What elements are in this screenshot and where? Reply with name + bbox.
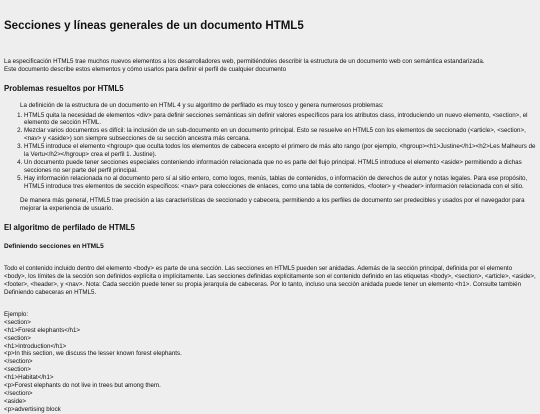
code-line: <section>: [4, 366, 31, 374]
code-line: <p>advertising block: [4, 406, 61, 414]
intro-line: Este documento describe estos elementos y cómo usarlos para definir el perfil de cualquier documento: [4, 65, 287, 73]
problems-list: [4, 112, 536, 191]
code-line: <section>: [4, 318, 31, 326]
problems-heading: Problemas resueltos por HTML5: [4, 83, 124, 93]
list-item: 4. Un documento puede tener secciones especiales conteniendo información relacionada que no es parte del flujo principal. HTML5 introduce el elemento <aside> permitiendo a dichas secciones no ser parte del perfil principal.: [24, 159, 536, 175]
list-item: 3. HTML5 introduce el elemento <hgroup> que oculta todos los elementos de cabecera excepto el primero de más alto rango (por ejemplo, <hgroup><h1>Justine</h1><h2>Les Malheurs de la Vertu</h2></hgroup> crea el perfil 1. Justine).: [24, 143, 536, 159]
problems-intro: La definición de la estructura de un documento en HTML 4 y su algoritmo de perfilado es muy tosco y genera numerosos problemas:: [20, 101, 384, 109]
code-line: </section>: [4, 358, 33, 366]
page-title: Secciones y líneas generales de un documento HTML5: [4, 20, 304, 32]
code-line: <h1>Forest elephants</h1>: [4, 326, 81, 334]
code-line: <aside>: [4, 398, 27, 406]
algorithm-heading: El algoritmo de perfilado de HTML5: [4, 222, 135, 232]
code-line: <h1>Introduction</h1>: [4, 342, 67, 350]
intro-line: La especificación HTML5 trae muchos nuevos elementos a los desarrolladores web, permitiéndoles describir la estructura de un documento web con semántica estandarizada.: [4, 57, 485, 65]
code-line: <section>: [4, 334, 31, 342]
code-line: <p>In this section, we discuss the lesser known forest elephants.: [4, 350, 182, 358]
problems-outro: De manera más general, HTML5 trae precisión a las características de seccionado y cabecera, permitiendo a los perfiles de documento ser predecibles y usados por el navegador para mejorar la experiencia de usuario.: [20, 196, 525, 212]
list-item: 5. Hay información relacionada no al documento pero sí al sitio entero, como logos, menús, tablas de contenidos, o información de derechos de autor y notas legales. Para ese propósito, HTML5 introduce tres elementos de sección específicos: <nav> para colecciones de enlaces, como una tabla de contenidos, <footer> y <header> información relacionada con el sitio.: [24, 175, 536, 191]
list-item: 2. Mezclar varios documentos es difícil: la inclusión de un sub-documento en un documento principal. Esto se resuelve en HTML5 con los elementos de seccionado (<article>, <section>, <nav> y <aside>) son siempre subsecciones de su sección ancestra más cercana.: [24, 127, 536, 143]
list-item: 1. HTML5 quita la necesidad de elementos <div> para definir secciones semánticas sin definir valores específicos para los atributos class, introduciendo un nuevo elemento, <section>, el elemento de sección HTML.: [24, 112, 536, 128]
code-line: <h1>Habitat</h1>: [4, 374, 54, 382]
code-line: </section>: [4, 390, 33, 398]
code-line: <p>Forest elephants do not live in trees but among them.: [4, 382, 161, 390]
sections-paragraph: Todo el contenido incluido dentro del elemento <body> es parte de una sección. Las secciones en HTML5 pueden ser anidadas. Además de la sección principal, definida por el elemento <body>, los límites de la sección son definidos explícita o implícitamente. Las secciones definidas explícitamente son el contenido definido en las etiquetas <body>, <section>, <article>, <aside>, <footer>, <header>, y <nav>. Nota: Cada sección puede tener su propia jerarquía de cabeceras. Por lo tanto, incluso una sección anidada puede tener un elemento <h1>. Consulte también Definiendo cabeceras en HTML5.: [4, 265, 536, 296]
intro-paragraph: [4, 58, 536, 74]
sections-heading: Definiendo secciones en HTML5: [4, 242, 104, 250]
code-example: [4, 319, 536, 414]
example-label: Ejemplo:: [4, 310, 29, 318]
